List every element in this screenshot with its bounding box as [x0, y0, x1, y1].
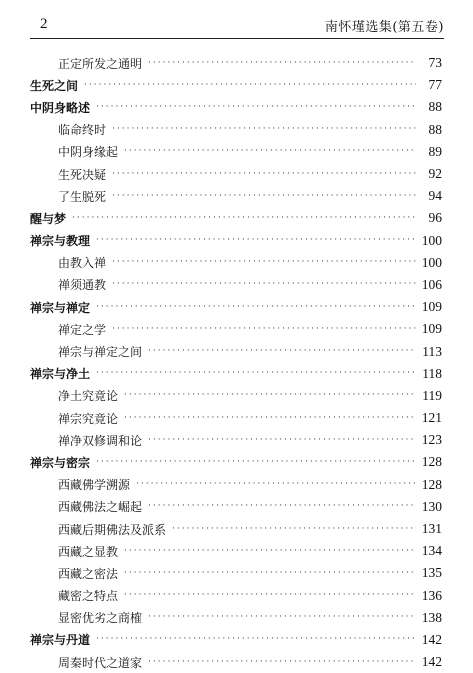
toc-entry-page-number: 96 — [428, 210, 442, 226]
toc-entry-page-number: 128 — [421, 454, 442, 470]
toc-entry-title: 禅定之学 — [58, 322, 107, 337]
toc-chapter-entry[interactable] — [30, 230, 442, 252]
toc-chapter-entry[interactable] — [30, 296, 442, 318]
dot-leader — [72, 214, 416, 223]
page-number: 2 — [40, 16, 48, 32]
toc-section-entry[interactable] — [30, 407, 442, 429]
toc-entry-title: 禅须通教 — [58, 278, 107, 293]
toc-entry-title: 西藏之密法 — [58, 566, 119, 581]
toc-entry-page-number: 109 — [421, 299, 442, 315]
toc-entry-title: 禅宗与丹道 — [30, 633, 91, 648]
toc-entry-title: 禅宗究竟论 — [58, 411, 119, 426]
dot-leader — [96, 458, 416, 467]
dot-leader — [172, 525, 416, 534]
toc-entry-title: 生死决疑 — [58, 167, 107, 182]
toc-entry-title: 中阴身缘起 — [58, 145, 119, 160]
toc-entry-page-number: 100 — [421, 254, 442, 270]
dot-leader — [96, 369, 416, 378]
toc-entry-page-number: 109 — [421, 321, 442, 337]
toc-section-entry[interactable] — [30, 385, 442, 407]
toc-section-entry[interactable] — [30, 518, 442, 540]
toc-section-entry[interactable] — [30, 141, 442, 163]
toc-entry-page-number: 142 — [421, 654, 442, 670]
toc-entry-title: 周秦时代之道家 — [58, 655, 143, 670]
toc-entry-title: 西藏佛法之崛起 — [58, 500, 143, 515]
toc-entry-title: 禅宗与净土 — [30, 367, 91, 382]
dot-leader — [124, 414, 416, 423]
dot-leader — [112, 170, 416, 179]
toc-section-entry[interactable] — [30, 651, 442, 673]
dot-leader — [112, 325, 416, 334]
dot-leader — [96, 303, 416, 312]
toc-section-entry[interactable] — [30, 119, 442, 141]
toc-section-entry[interactable] — [30, 163, 442, 185]
dot-leader — [136, 480, 416, 489]
toc-chapter-entry[interactable] — [30, 629, 442, 651]
dot-leader — [124, 391, 416, 400]
dot-leader — [112, 192, 416, 201]
toc-entry-title: 中阴身略述 — [30, 100, 91, 115]
toc-entry-page-number: 121 — [421, 410, 442, 426]
toc-entry-page-number: 94 — [428, 188, 442, 204]
toc-entry-title: 西藏之显教 — [58, 544, 119, 559]
toc-entry-page-number: 131 — [421, 521, 442, 537]
toc-entry-title: 临命终时 — [58, 123, 107, 138]
toc-entry-page-number: 106 — [421, 276, 442, 292]
toc-entry-title: 正定所发之通明 — [58, 56, 143, 71]
toc-chapter-entry[interactable] — [30, 363, 442, 385]
toc-entry-title: 西藏佛学溯源 — [58, 478, 131, 493]
toc-entry-title: 由教入禅 — [58, 256, 107, 271]
toc-entry-page-number: 77 — [428, 77, 442, 93]
book-title: 南怀瑾选集(第五卷) — [324, 20, 444, 35]
dot-leader — [112, 125, 416, 134]
toc-entry-title: 禅宗与教理 — [30, 234, 91, 249]
toc-entry-page-number: 100 — [421, 232, 442, 248]
toc-section-entry[interactable] — [30, 474, 442, 496]
toc-entry-page-number: 138 — [421, 609, 442, 625]
dot-leader — [124, 569, 416, 578]
toc-entry-page-number: 134 — [421, 543, 442, 559]
page-header — [30, 14, 444, 39]
toc-chapter-entry[interactable] — [30, 74, 442, 96]
dot-leader — [148, 502, 416, 511]
toc-section-entry[interactable] — [30, 585, 442, 607]
toc-entry-page-number: 119 — [422, 387, 442, 403]
toc-entry-page-number: 118 — [422, 365, 442, 381]
toc-entry-page-number: 89 — [428, 143, 442, 159]
toc-section-entry[interactable] — [30, 318, 442, 340]
toc-section-entry[interactable] — [30, 185, 442, 207]
toc-entry-title: 生死之间 — [30, 78, 79, 93]
dot-leader — [96, 103, 416, 112]
toc-entry-page-number: 88 — [428, 121, 442, 137]
toc-entry-page-number: 135 — [421, 565, 442, 581]
toc-section-entry[interactable] — [30, 252, 442, 274]
toc-entry-page-number: 142 — [421, 631, 442, 647]
toc-entry-title: 禅宗与禅定之间 — [58, 345, 143, 360]
toc-section-entry[interactable] — [30, 429, 442, 451]
dot-leader — [148, 59, 416, 68]
toc-entry-page-number: 136 — [421, 587, 442, 603]
toc-chapter-entry[interactable] — [30, 96, 442, 118]
dot-leader — [96, 635, 416, 644]
toc-entry-title: 醒与梦 — [30, 211, 67, 226]
toc-chapter-entry[interactable] — [30, 207, 442, 229]
toc-entry-page-number: 128 — [421, 476, 442, 492]
toc-entry-page-number: 88 — [428, 99, 442, 115]
toc-section-entry[interactable] — [30, 52, 442, 74]
toc-entry-page-number: 130 — [421, 498, 442, 514]
toc-section-entry[interactable] — [30, 607, 442, 629]
toc-entry-page-number: 113 — [422, 343, 442, 359]
toc-entry-title: 显密优劣之商榷 — [58, 611, 143, 626]
toc-entry-title: 禅宗与密宗 — [30, 455, 91, 470]
toc-entry-page-number: 123 — [421, 432, 442, 448]
dot-leader — [148, 658, 416, 667]
toc-section-entry[interactable] — [30, 274, 442, 296]
dot-leader — [124, 591, 416, 600]
toc-entry-title: 禅净双修调和论 — [58, 433, 143, 448]
toc-entry-title: 西藏后期佛法及派系 — [58, 522, 167, 537]
dot-leader — [84, 81, 416, 90]
table-of-contents — [30, 52, 442, 673]
toc-entry-title: 藏密之特点 — [58, 589, 119, 604]
dot-leader — [96, 236, 416, 245]
dot-leader — [112, 280, 416, 289]
dot-leader — [124, 147, 416, 156]
toc-section-entry[interactable] — [30, 562, 442, 584]
dot-leader — [148, 347, 416, 356]
dot-leader — [112, 258, 416, 267]
toc-entry-title: 净土究竟论 — [58, 389, 119, 404]
dot-leader — [148, 613, 416, 622]
dot-leader — [148, 436, 416, 445]
toc-section-entry[interactable] — [30, 340, 442, 362]
dot-leader — [124, 547, 416, 556]
toc-entry-page-number: 73 — [428, 55, 442, 71]
toc-section-entry[interactable] — [30, 540, 442, 562]
toc-chapter-entry[interactable] — [30, 451, 442, 473]
toc-section-entry[interactable] — [30, 496, 442, 518]
toc-entry-title: 禅宗与禅定 — [30, 300, 91, 315]
toc-entry-page-number: 92 — [428, 166, 442, 182]
toc-entry-title: 了生脱死 — [58, 189, 107, 204]
